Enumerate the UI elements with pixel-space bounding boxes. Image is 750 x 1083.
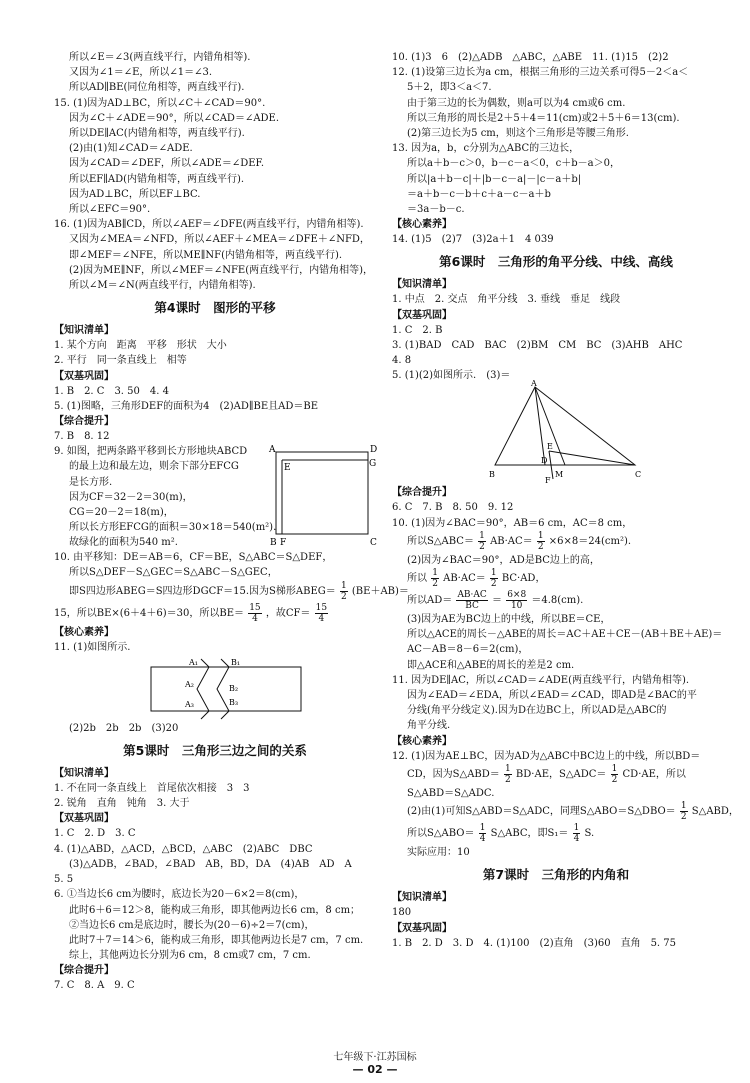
answer-line: CG＝20－2＝18(m)， xyxy=(69,507,174,519)
answer-line: 11. (1)如图所示. xyxy=(54,641,131,653)
answer-line: CD，因为S△ABD＝ $\frac{1}{2}$ BD·AE，S△ADC＝ $\frac{1}{2}$ CD·AE，所以 xyxy=(407,763,686,785)
answer-line: 1. C 2. B xyxy=(392,324,443,336)
answer-line: 所以△ACE的周长－△ABE的周长＝AC＋AE＋CE－(AB＋BE＋AE)＝ xyxy=(407,629,723,641)
answer-line: 此时7＋7＝14＞6，能构成三角形，即其他两边长是7 cm，7 cm. xyxy=(69,934,364,946)
triangle-figure xyxy=(487,379,647,486)
answer-line: 2. 平行 同一条直线上 相等 xyxy=(54,355,187,367)
label-A: A xyxy=(269,445,276,456)
answer-line: 所以S△ABO＝ $\frac{1}{4}$ S△ABC，即S₁＝ $\frac{1}{4}$ S. xyxy=(407,823,595,845)
answer-line: 12. (1)设第三边长为a cm，根据三角形的三边关系可得5－2＜a＜ xyxy=(392,67,689,79)
answer-line: 12. (1)因为AE⊥BC，因为AD为△ABC中BC边上的中线，所以BD＝ xyxy=(392,750,701,762)
answer-line: (3)因为AE为BC边上的中线，所以BE＝CE， xyxy=(407,614,611,626)
fraction: $\frac{1}{4}$ xyxy=(573,823,580,845)
left-top-answers xyxy=(54,50,376,293)
answer-line: 所以∠E＝∠3(两直线平行，内错角相等). xyxy=(69,52,251,63)
answer-line: 5. (1)(2)如图所示. (3)＝ xyxy=(392,370,511,382)
answer-line: 7. B 8. 12 xyxy=(54,431,110,443)
answer-line: 所以DE∥AC(内错角相等，两直线平行). xyxy=(69,128,245,140)
answer-line: (2)因为ME∥NF，所以∠MEF＝∠NFE(两直线平行，内错角相等)， xyxy=(69,264,374,276)
answer-line: 16. (1)因为AB∥CD，所以∠AEF＝∠DFE(两直线平行，内错角相等). xyxy=(54,219,364,231)
label-B2: B₂ xyxy=(229,683,239,693)
answer-line: 故绿化的面积为540 m². xyxy=(69,537,178,549)
lesson6-title: 第6课时 三角形的角平分线、中线、高线 xyxy=(439,254,673,270)
answer-line: 6. C 7. B 8. 50 9. 12 xyxy=(392,502,514,514)
answer-line: 因为CF＝32－2＝30(m)， xyxy=(69,491,193,503)
label-C: C xyxy=(370,538,377,549)
answer-line: 即∠MEF＝∠NFE，所以ME∥NF(内错角相等，两直线平行). xyxy=(69,249,343,261)
fraction: $\frac{1}{2}$ xyxy=(680,801,687,823)
fraction: $\frac{1}{2}$ xyxy=(490,568,497,590)
lesson5-title: 第5课时 三角形三边之间的关系 xyxy=(123,743,307,759)
fraction: $\frac{AB\cdot AC}{BC}$ xyxy=(457,590,487,612)
answer-line: 10. 由平移知：DE＝AB＝6，CF＝BE，S△ABC＝S△DEF， xyxy=(54,552,333,564)
answer-line: 4. 8 xyxy=(392,355,412,367)
label-B3: B₃ xyxy=(229,697,239,707)
section-tag: 【知识清单】 xyxy=(392,279,452,291)
answer-line: 所以|a＋b－c|＋|b－c－a|－|c－a＋b| xyxy=(407,173,582,185)
label-A1: A₁ xyxy=(189,657,198,667)
answer-line: (2)2b 2b 2b (3)20 xyxy=(69,722,179,734)
fraction: $\frac{6\times 8}{10}$ xyxy=(507,590,527,612)
answer-line: 因为∠C＋∠ADE＝90°，所以∠CAD＝∠ADE. xyxy=(69,112,280,124)
page-number: — 02 — xyxy=(352,1063,398,1076)
answer-line: 15，所以BE×(6＋4＋6)＝30，所以BE＝ $\frac{15}{4}$ ，故CF＝ $\frac{15}{4}$ xyxy=(54,602,328,624)
label-D: D xyxy=(370,445,378,456)
answer-line: 4. (1)△ABD，△ACD，△BCD，△ABC (2)ABC DBC xyxy=(54,843,313,855)
answer-line: (2)由(1)知∠CAD＝∠ADE. xyxy=(69,143,193,155)
answer-line: 所以S△ABC＝ $\frac{1}{2}$ AB·AC＝ $\frac{1}{2}$ ×6×8＝24(cm²). xyxy=(407,530,632,552)
answer-line: 所以EF∥AD(内错角相等，两直线平行). xyxy=(69,173,245,185)
answer-line: (2)第三边长为5 cm，则这个三角形是等腰三角形. xyxy=(407,128,629,140)
section-tag: 【综合提升】 xyxy=(54,965,114,977)
rectangle-plot-figure xyxy=(266,442,376,550)
answer-line: 所以S△DEF－S△GEC＝S△ABC－S△GEC， xyxy=(69,567,278,579)
answer-line: 又因为∠1＝∠E，所以∠1＝∠3. xyxy=(69,67,213,79)
answer-line: 所以AD∥BE(同位角相等，两直线平行). xyxy=(69,82,245,94)
label-B: B xyxy=(489,470,495,480)
answer-line: 是长方形. xyxy=(69,476,113,488)
section-tag: 【综合提升】 xyxy=(54,416,114,428)
right-top-answers xyxy=(392,50,720,217)
lesson4-title: 第4课时 图形的平移 xyxy=(154,300,276,316)
section-tag: 【知识清单】 xyxy=(54,325,114,337)
answer-line: 实际应用：10 xyxy=(407,847,470,859)
answer-line: 分线(角平分线定义).因为D在边BC上，所以AD是△ABC的 xyxy=(407,705,667,717)
section-tag: 【核心素养】 xyxy=(54,626,114,638)
section-tag: 【核心素养】 xyxy=(392,735,452,747)
answer-line: 10. (1)因为∠BAC＝90°，AB＝6 cm，AC＝8 cm， xyxy=(392,517,633,529)
answer-line: 7. C 8. A 9. C xyxy=(54,980,135,992)
answer-line: 角平分线. xyxy=(407,720,451,732)
fraction: $\frac{1}{2}$ xyxy=(340,580,347,602)
label-B: B xyxy=(270,538,277,549)
answer-line: 5. (1)图略，三角形DEF的面积为4 (2)AD∥BE且AD＝BE xyxy=(54,400,319,412)
answer-line: 6. ①当边长6 cm为腰时，底边长为20－6×2＝8(cm)， xyxy=(54,889,305,901)
answer-line: ＝a＋b－c－b＋c＋a－c－a＋b xyxy=(407,188,551,200)
river-bridge-figure xyxy=(149,655,309,721)
label-E: E xyxy=(547,442,553,452)
section-tag: 【综合提升】 xyxy=(392,487,452,499)
answer-line: 因为∠CAD＝∠DEF，所以∠ADE＝∠DEF. xyxy=(69,158,265,170)
section-tag: 【核心素养】 xyxy=(392,219,452,231)
fraction: $\frac{1}{4}$ xyxy=(479,823,486,845)
answer-line: 所以∠EFC＝90°. xyxy=(69,204,151,216)
answer-line: 综上，其他两边长分别为6 cm，8 cm或7 cm，7 cm. xyxy=(69,950,311,962)
fraction: $\frac{1}{2}$ xyxy=(505,763,511,785)
label-A: A xyxy=(531,379,537,389)
label-B1: B₁ xyxy=(231,657,241,667)
answer-line: 此时6＋6＝12＞8，能构成三角形，即其他两边长6 cm，8 cm； xyxy=(69,904,361,916)
label-A2: A₂ xyxy=(185,679,194,689)
answer-line: 所以长方形EFCG的面积＝30×18＝540(m²). xyxy=(69,522,277,534)
section-tag: 【双基巩固】 xyxy=(392,922,452,934)
label-A3: A₃ xyxy=(185,699,194,709)
answer-line: 5＋2，即3＜a＜7. xyxy=(407,82,492,94)
label-G: G xyxy=(369,459,377,470)
label-M: M xyxy=(555,470,564,480)
answer-line: 所以三角形的周长是2＋5＋4＝11(cm)或2＋5＋6＝13(cm). xyxy=(407,112,680,124)
label-D: D xyxy=(541,456,548,466)
answer-line: 14. (1)5 (2)7 (3)2a＋1 4 039 xyxy=(392,234,554,246)
answer-line: 所以AD＝ $\frac{AB\cdot AC}{BC}$ ＝ $\frac{6\times 8}{10}$ ＝4.8(cm). xyxy=(407,590,584,612)
answer-line: 1. 某个方向 距离 平移 形状 大小 xyxy=(54,340,227,352)
section-tag: 【知识清单】 xyxy=(392,892,452,904)
fraction: $\frac{15}{4}$ xyxy=(249,602,261,624)
answer-line: 即△ACE和△ABE的周长的差是2 cm. xyxy=(407,659,575,671)
answer-line: 1. C 2. D 3. C xyxy=(54,828,136,840)
answer-line: 即S四边形ABEG＝S四边形DGCF＝15.因为S梯形ABEG＝ $\frac{1}{2}$ (BE＋AB)＝ xyxy=(69,580,409,602)
label-F: F xyxy=(545,476,551,486)
label-E: E xyxy=(284,463,291,474)
answer-line: 因为∠EAD＝∠EDA，所以∠EAD＝∠CAD，即AD是∠BAC的平 xyxy=(407,690,697,702)
answer-line: 10. (1)3 6 (2)△ADB △ABC，△ABE 11. (1)15 (2)2 xyxy=(392,52,669,63)
answer-line: ②当边长6 cm是底边时，腰长为(20－6)÷2＝7(cm)， xyxy=(69,919,315,931)
q9-block xyxy=(54,444,376,550)
answer-line: 因为AD⊥BC，所以EF⊥BC. xyxy=(69,188,201,200)
answer-line: 所以∠M＝∠N(两直线平行，内错角相等). xyxy=(69,280,256,292)
section-tag: 【双基巩固】 xyxy=(54,813,114,825)
answer-line: 180 xyxy=(392,907,412,919)
answer-line: AC－AB＝8－6＝2(cm)， xyxy=(407,644,529,656)
fraction: $\frac{1}{2}$ xyxy=(537,530,544,552)
answer-line: 1. 中点 2. 交点 角平分线 3. 垂线 垂足 线段 xyxy=(392,294,621,306)
answer-line: 又因为∠MEA＝∠NFD，所以∠AEF＋∠MEA＝∠DFE＋∠NFD， xyxy=(69,234,370,246)
answer-line: 1. 不在同一条直线上 首尾依次相接 3 3 xyxy=(54,783,250,795)
answer-line: 由于第三边的长为偶数，则a可以为4 cm或6 cm. xyxy=(407,97,626,109)
section-tag: 【知识清单】 xyxy=(54,768,114,780)
section-tag: 【双基巩固】 xyxy=(54,370,114,382)
answer-line: 5. 5 xyxy=(54,874,74,886)
answer-line: 的最上边和最左边，则余下部分EFCG xyxy=(69,461,239,473)
answer-line: (3)△ADB，∠BAD，∠BAD AB，BD，DA (4)AB AD A xyxy=(69,858,352,870)
fraction: $\frac{1}{2}$ xyxy=(479,530,485,552)
answer-line: 15. (1)因为AD⊥BC，所以∠C＋∠CAD＝90°. xyxy=(54,97,266,109)
answer-line: 3. (1)BAD CAD BAC (2)BM CM BC (3)AHB AHC xyxy=(392,339,683,351)
section-tag: 【双基巩固】 xyxy=(392,309,452,321)
answer-line: 9. 如图，把两条路平移到长方形地块ABCD xyxy=(54,446,248,458)
answer-line: 11. 因为DE∥AC，所以∠CAD＝∠ADE(两直线平行，内错角相等). xyxy=(392,674,690,686)
answer-line: 1. B 2. D 3. D 4. (1)100 (2)直角 (3)60 直角 5. 75 xyxy=(392,937,677,949)
answer-line: 13. 因为a，b，c分别为△ABC的三边长， xyxy=(392,143,580,155)
label-F: F xyxy=(280,538,287,549)
fraction: $\frac{1}{2}$ xyxy=(611,763,618,785)
answer-line: 所以a＋b－c＞0，b－c－a＜0，c＋b－a＞0， xyxy=(407,158,620,170)
right-column xyxy=(392,50,739,951)
fraction: $\frac{15}{4}$ xyxy=(315,602,328,624)
answer-line: (2)因为∠BAC＝90°，AD是BC边上的高， xyxy=(407,554,600,566)
answer-line: S△ABD＝S△ADC. xyxy=(407,787,495,799)
fraction: $\frac{1}{2}$ xyxy=(432,568,438,590)
answer-line: 2. 锐角 直角 钝角 3. 大于 xyxy=(54,798,190,810)
label-C: C xyxy=(635,470,642,480)
answer-line: 所以 $\frac{1}{2}$ AB·AC＝ $\frac{1}{2}$ BC·AD， xyxy=(407,568,546,590)
lesson7-title: 第7课时 三角形的内角和 xyxy=(482,867,630,883)
footer-series: 七年级下·江苏国标 xyxy=(333,1052,417,1063)
answer-line: (2)由(1)可知S△ABD＝S△ADC，同理S△ABO＝S△DBO＝ $\frac{1}{2}$ S△ABD， xyxy=(407,801,739,823)
answer-line: 1. B 2. C 3. 50 4. 4 xyxy=(54,385,169,397)
answer-line: ＝3a－b－c. xyxy=(407,204,465,216)
